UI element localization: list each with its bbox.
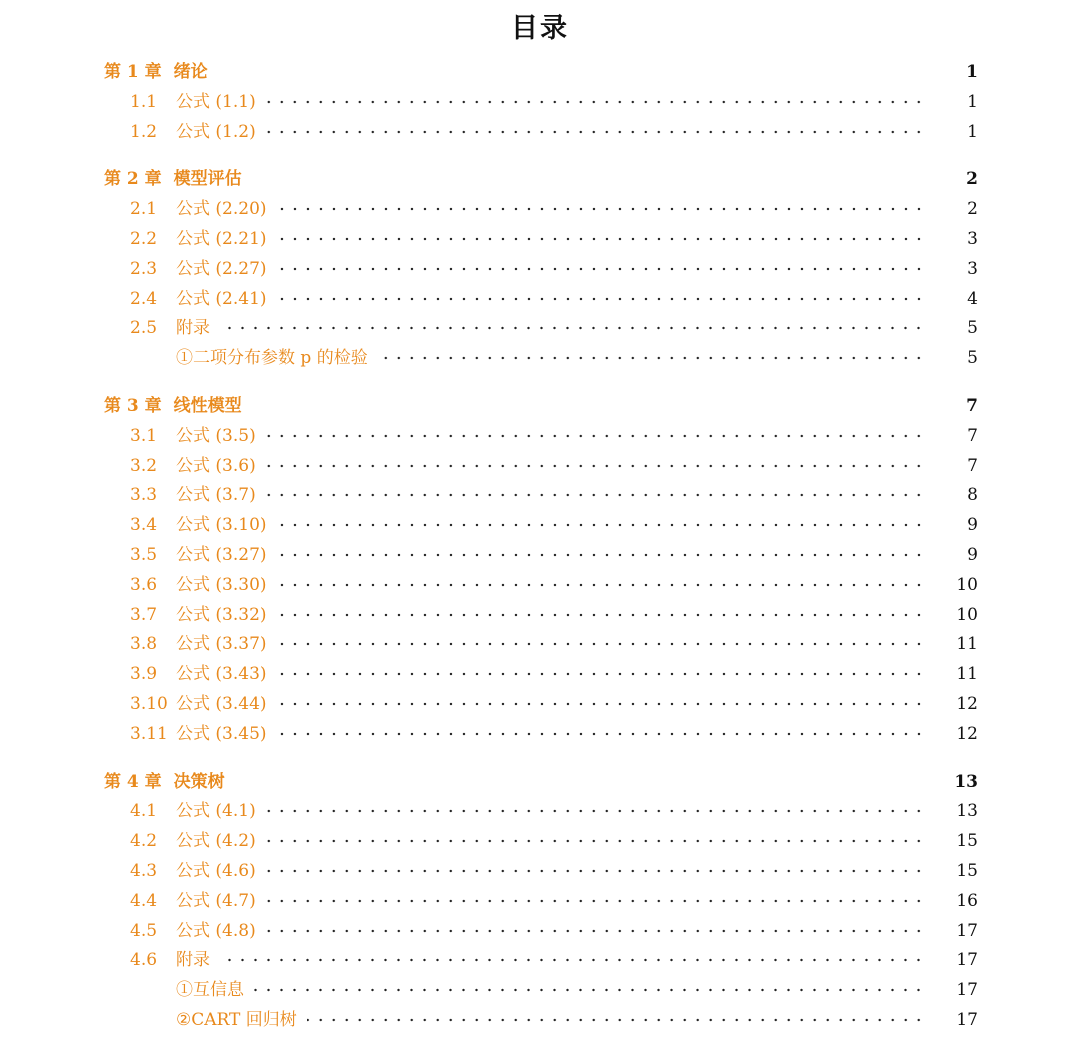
section-number: 1.2	[130, 121, 158, 142]
page-number: 2	[966, 169, 978, 190]
page-number: 1	[967, 121, 978, 142]
dot-leader	[277, 662, 924, 686]
dot-leader	[266, 424, 924, 448]
chapter-title-link[interactable]: 决策树	[173, 771, 225, 792]
dot-leader	[266, 120, 924, 144]
section-title-link[interactable]: 公式 (4.7)	[176, 890, 256, 911]
toc-section-row[interactable]	[104, 197, 978, 221]
dot-leader	[277, 573, 924, 597]
dot-leader	[266, 829, 924, 853]
page-number: 9	[967, 515, 978, 536]
dot-leader	[266, 454, 924, 478]
section-title-link[interactable]: 公式 (3.10)	[176, 515, 267, 536]
section-number: 4.2	[130, 831, 158, 852]
dot-leader	[266, 799, 924, 823]
dot-leader	[277, 632, 924, 656]
toc-chapter-row[interactable]	[104, 60, 978, 84]
section-title-link[interactable]: 公式 (3.44)	[176, 694, 267, 714]
toc-subentry-row[interactable]	[104, 1008, 978, 1032]
section-number: 3.3	[130, 485, 158, 506]
page-number: 2	[967, 199, 978, 220]
toc-subentry-row[interactable]	[104, 346, 978, 370]
section-number: 3.11	[130, 723, 168, 744]
dot-leader	[266, 919, 924, 943]
page-number: 15	[956, 831, 978, 852]
dot-leader	[307, 1008, 924, 1032]
section-number: 3.7	[130, 604, 158, 625]
chapter-title-link[interactable]: 线性模型	[173, 396, 242, 416]
page-number: 7	[966, 396, 978, 416]
section-title-link[interactable]: 公式 (4.6)	[176, 861, 256, 881]
section-number: 2.3	[130, 258, 158, 279]
section-title-link[interactable]: 公式 (4.2)	[176, 831, 256, 852]
section-number: 4.6	[130, 950, 158, 971]
section-title-link[interactable]: ①互信息	[176, 980, 244, 1001]
dot-leader	[220, 316, 924, 340]
page-number: 8	[967, 485, 978, 506]
toc-section-row[interactable]	[104, 919, 978, 943]
dot-leader	[254, 978, 924, 1002]
page-number: 17	[956, 950, 978, 971]
toc-section-row[interactable]	[104, 692, 978, 716]
toc-section-row[interactable]	[104, 722, 978, 746]
section-title-link[interactable]: 公式 (1.1)	[176, 91, 256, 112]
toc-section-row[interactable]	[104, 889, 978, 913]
page-number: 7	[967, 455, 978, 476]
page-number: 5	[967, 318, 978, 339]
section-title-link[interactable]: 公式 (3.7)	[176, 485, 256, 506]
toc-chapter-row[interactable]	[104, 167, 978, 191]
section-number: 3.4	[130, 515, 158, 536]
toc-subentry-row[interactable]	[104, 978, 978, 1002]
page-number: 17	[956, 980, 978, 1001]
section-title-link[interactable]: 公式 (4.1)	[176, 801, 256, 822]
page-number: 12	[956, 694, 978, 714]
toc-section-row[interactable]	[104, 662, 978, 686]
dot-leader	[277, 603, 924, 627]
page-number: 15	[956, 861, 978, 881]
section-number: 2.1	[130, 199, 158, 220]
page-number: 1	[967, 91, 978, 112]
section-number: 3.6	[130, 574, 158, 595]
section-title-link[interactable]: ①二项分布参数 p 的检验	[176, 348, 368, 369]
section-title-link[interactable]: 公式 (2.41)	[176, 288, 267, 309]
section-number: 3.10	[130, 694, 168, 714]
section-title-link[interactable]: ②CART 回归树	[176, 1010, 297, 1030]
page-number: 12	[956, 723, 978, 744]
chapter-title-link[interactable]: 绪论	[173, 62, 208, 82]
section-number: 3.8	[130, 634, 158, 655]
page-number: 16	[956, 890, 978, 911]
page-number: 3	[967, 258, 978, 279]
chapter-number: 第 3 章	[104, 396, 162, 416]
dot-leader	[266, 483, 924, 507]
section-title-link[interactable]: 公式 (2.27)	[176, 258, 267, 279]
toc-section-row[interactable]	[104, 513, 978, 537]
section-number: 3.9	[130, 664, 158, 685]
section-title-link[interactable]: 公式 (3.43)	[176, 664, 267, 685]
page-number: 4	[967, 288, 978, 309]
dot-leader	[277, 722, 924, 746]
toc-section-row[interactable]	[104, 543, 978, 567]
dot-leader	[266, 859, 924, 883]
section-title-link[interactable]: 公式 (3.5)	[176, 425, 256, 446]
section-title-link[interactable]: 附录	[176, 318, 210, 339]
toc-chapter-row[interactable]	[104, 394, 978, 418]
dot-leader	[266, 90, 924, 114]
section-title-link[interactable]: 公式 (3.32)	[176, 604, 267, 625]
page-number: 10	[956, 604, 978, 625]
dot-leader	[277, 513, 924, 537]
toc-section-row[interactable]	[104, 227, 978, 251]
toc-chapter-row[interactable]	[104, 770, 978, 794]
toc-section-row[interactable]	[104, 287, 978, 311]
toc-section-row[interactable]	[104, 829, 978, 853]
section-title-link[interactable]: 公式 (3.6)	[176, 455, 256, 476]
page-number: 11	[956, 664, 978, 685]
section-title-link[interactable]: 附录	[176, 950, 210, 971]
toc-section-row[interactable]	[104, 799, 978, 823]
section-title-link[interactable]: 公式 (3.37)	[176, 634, 267, 655]
dot-leader	[277, 287, 924, 311]
toc-section-row[interactable]	[104, 573, 978, 597]
toc-section-row[interactable]	[104, 603, 978, 627]
page-number: 1	[966, 62, 978, 82]
section-number: 4.5	[130, 920, 158, 941]
chapter-number: 第 1 章	[104, 62, 162, 82]
dot-leader	[277, 227, 924, 251]
page-number: 7	[967, 425, 978, 446]
toc-section-row[interactable]	[104, 424, 978, 448]
toc-section-row[interactable]	[104, 257, 978, 281]
chapter-title-link[interactable]: 模型评估	[173, 169, 242, 190]
section-number: 4.1	[130, 801, 158, 822]
toc-section-row[interactable]	[104, 454, 978, 478]
dot-leader	[277, 543, 924, 567]
toc-section-row[interactable]	[104, 316, 978, 340]
dot-leader	[378, 346, 924, 370]
page-number: 9	[967, 545, 978, 565]
page-number: 3	[967, 229, 978, 249]
toc-section-row[interactable]	[104, 120, 978, 144]
section-number: 1.1	[130, 91, 158, 112]
section-number: 4.4	[130, 890, 158, 911]
toc-section-row[interactable]	[104, 90, 978, 114]
section-title-link[interactable]: 公式 (1.2)	[176, 121, 256, 142]
toc-section-row[interactable]	[104, 948, 978, 972]
section-title-link[interactable]: 公式 (3.45)	[176, 723, 267, 744]
chapter-number: 第 2 章	[104, 169, 162, 190]
section-number: 3.5	[130, 545, 158, 565]
dot-leader	[277, 692, 924, 716]
chapter-number: 第 4 章	[104, 771, 162, 792]
section-title-link[interactable]: 公式 (2.21)	[176, 229, 267, 249]
dot-leader	[266, 889, 924, 913]
toc-section-row[interactable]	[104, 632, 978, 656]
page-number: 11	[956, 634, 978, 655]
page-number: 17	[956, 920, 978, 941]
section-number: 2.5	[130, 318, 158, 339]
page-number: 13	[956, 801, 978, 822]
section-number: 3.1	[130, 425, 158, 446]
toc-section-row[interactable]	[104, 483, 978, 507]
page-title: 目录	[511, 13, 569, 44]
page-number: 13	[954, 771, 978, 792]
dot-leader	[220, 948, 924, 972]
page-number: 10	[956, 574, 978, 595]
page-number: 17	[956, 1010, 978, 1030]
section-number: 4.3	[130, 861, 158, 881]
section-title-link[interactable]: 公式 (3.27)	[176, 545, 267, 565]
dot-leader	[277, 257, 924, 281]
section-number: 2.2	[130, 229, 158, 249]
section-title-link[interactable]: 公式 (3.30)	[176, 574, 267, 595]
toc-section-row[interactable]	[104, 859, 978, 883]
section-number: 3.2	[130, 455, 158, 476]
dot-leader	[277, 197, 924, 221]
page-number: 5	[967, 348, 978, 369]
section-title-link[interactable]: 公式 (2.20)	[176, 199, 267, 220]
section-number: 2.4	[130, 288, 158, 309]
section-title-link[interactable]: 公式 (4.8)	[176, 920, 256, 941]
